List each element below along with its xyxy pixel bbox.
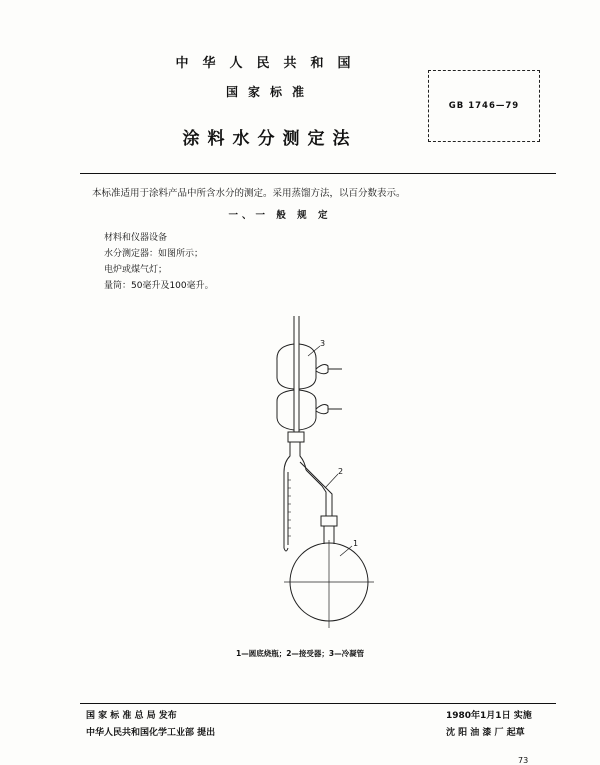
document-title: 涂料水分测定法 [182, 129, 358, 149]
intro-paragraph: 本标准适用于涂料产品中所含水分的测定。采用蒸馏方法，以百分数表示。 [92, 188, 406, 199]
page-number: 73 [518, 756, 529, 765]
footer-rule [80, 703, 556, 704]
condenser-nozzle-lower [316, 405, 328, 414]
standard-code: GB 1746—79 [448, 101, 520, 111]
issuer-line: 国 家 标 准 总 局 发布 [86, 711, 177, 721]
condenser-nozzle-upper [316, 365, 328, 374]
side-arm [300, 462, 332, 516]
footer-left [86, 708, 215, 742]
receiver-tube [284, 442, 290, 551]
figure-label-3: 3 [320, 339, 326, 348]
issuing-country: 中华人民共和国 [175, 56, 365, 71]
list-item: 材料和仪器设备 [104, 233, 168, 243]
list-item: 电炉或煤气灯； [104, 265, 168, 275]
standard-type: 国家标准 [225, 85, 314, 99]
footer-right [446, 708, 532, 742]
figure-label-2: 2 [338, 467, 344, 476]
list-item: 水分测定器：如图所示； [104, 249, 204, 259]
condenser-jacket-lower [277, 390, 294, 430]
ground-joint-upper [288, 432, 304, 442]
figure-label-1: 1 [353, 539, 359, 548]
ground-joint-lower [321, 516, 337, 526]
list-item: 量筒：50毫升及100毫升。 [104, 281, 214, 291]
proposer-line: 中华人民共和国化学工业部 提出 [86, 728, 216, 738]
condenser-jacket-upper [277, 344, 294, 389]
figure-caption: 1—圆底烧瓶；2—接受器；3—冷凝管 [236, 649, 365, 658]
effective-date-line: 1980年1月1日 实施 [446, 711, 532, 721]
section-heading: 一、一 般 规 定 [228, 210, 332, 221]
drafter-line: 沈 阳 油 漆 厂 起草 [446, 728, 525, 738]
